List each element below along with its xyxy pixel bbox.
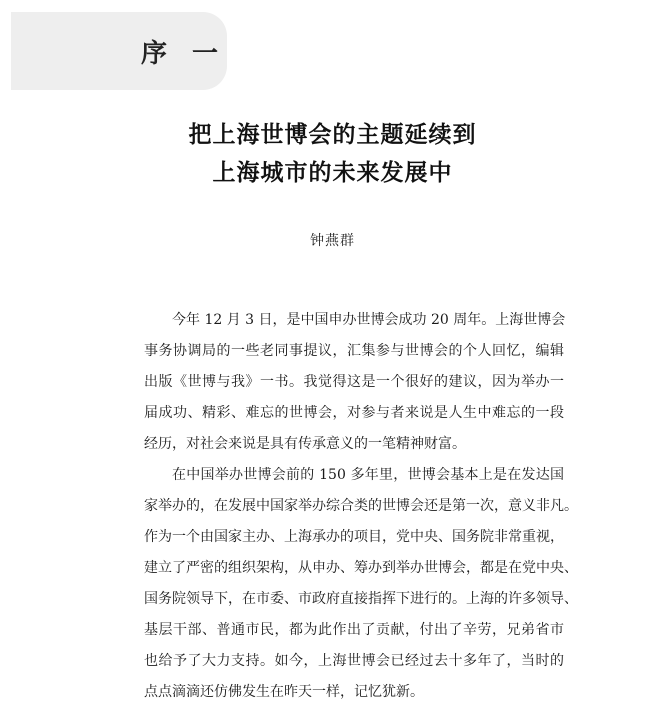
- text-line: 今年 12 月 3 日，是中国申办世博会成功 20 周年。上海世博会: [172, 312, 566, 328]
- text-line: 事务协调局的一些老同事提议，汇集参与世博会的个人回忆，编辑: [144, 343, 564, 359]
- chapter-title-line-2: 上海城市的未来发展中: [212, 159, 453, 186]
- text-line: 点点滴滴还仿佛发生在昨天一样，记忆犹新。: [144, 684, 424, 700]
- text-line: 国务院领导下，在市委、市政府直接指挥下进行的。上海的许多领导、: [144, 591, 578, 607]
- text-line: 作为一个由国家主办、上海承办的项目，党中央、国务院非常重视，: [144, 529, 564, 545]
- section-tab-label: 序 一: [141, 38, 227, 69]
- section-tab: [11, 12, 227, 90]
- text-line: 在中国举办世博会前的 150 多年里，世博会基本上是在发达国: [172, 467, 564, 483]
- body-text: [144, 305, 578, 708]
- author-name: 钟燕群: [310, 233, 355, 249]
- chapter-title: [0, 116, 665, 192]
- paragraph-1: [144, 305, 564, 460]
- text-line: 也给予了大力支持。如今，上海世博会已经过去十多年了，当时的: [144, 653, 564, 669]
- text-line: 出版《世博与我》一书。我觉得这是一个很好的建议，因为举办一: [144, 374, 564, 390]
- text-line: 经历，对社会来说是具有传承意义的一笔精神财富。: [144, 436, 466, 452]
- text-line: 家举办的，在发展中国家举办综合类的世博会还是第一次，意义非凡。: [144, 498, 578, 514]
- text-line: 基层干部、普通市民，都为此作出了贡献，付出了辛劳，兄弟省市: [144, 622, 564, 638]
- text-line: 建立了严密的组织架构，从申办、筹办到举办世博会，都是在党中央、: [144, 560, 578, 576]
- paragraph-2: [144, 460, 578, 708]
- chapter-title-line-1: 把上海世博会的主题延续到: [188, 121, 477, 148]
- text-line: 届成功、精彩、难忘的世博会，对参与者来说是人生中难忘的一段: [144, 405, 564, 421]
